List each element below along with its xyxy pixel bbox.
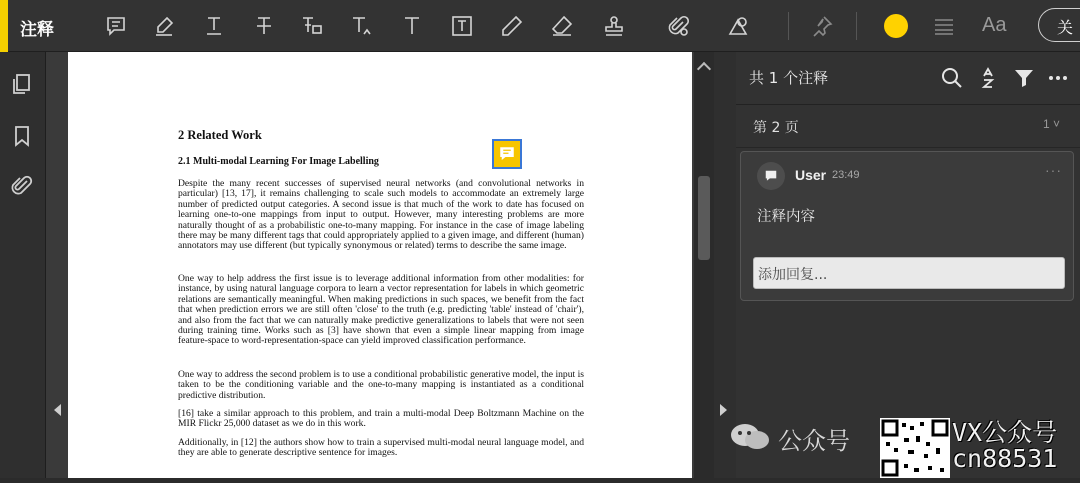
comment-text: 注释内容 bbox=[757, 209, 815, 225]
section-heading: 2 Related Work bbox=[178, 128, 262, 142]
shapes-icon[interactable] bbox=[720, 12, 756, 40]
collapse-right-arrow-icon[interactable] bbox=[720, 404, 727, 416]
comment-count: 共 1 个注释 bbox=[749, 69, 829, 87]
toolbar-title: 注释 bbox=[20, 20, 54, 40]
paragraph: [16] take a similar approach to this problem, and train a multi-modal Deep Boltzmann Machine on the MIR Flickr 25,000 dataset as we do in this work. bbox=[178, 408, 584, 430]
pdf-page bbox=[68, 52, 692, 478]
more-options-icon[interactable] bbox=[1046, 66, 1070, 90]
collapse-left-arrow-icon[interactable] bbox=[54, 404, 61, 416]
draw-icon[interactable] bbox=[498, 12, 526, 40]
highlight-icon[interactable] bbox=[150, 12, 178, 40]
paragraph: Despite the many recent successes of supervised neural networks (and convolutional networks in particular) [13, 17], it remains challenging to scale such models to accommodate an extremely large number of predicted output categories. A second issue is that much of the work to date has focused on learning one-to-one mappings from input to output. However, many interesting problems are more naturally thought of as a probabilistic one-to-many mapping. For instance in the case of image labeling there may be many different tags that could appropriately applied to a given image, and different (human) annotators may use different (but typically synonymous or related) terms to describe the same image. bbox=[178, 178, 584, 252]
subsection-heading: 2.1 Multi-modal Learning For Image Labelling bbox=[178, 156, 379, 167]
close-button[interactable]: 关 bbox=[1038, 8, 1080, 42]
watermark-line2: cn88531 bbox=[952, 444, 1058, 473]
accent-bar bbox=[0, 0, 8, 52]
left-rail bbox=[0, 52, 46, 478]
comments-panel bbox=[736, 52, 1080, 478]
strikethrough-icon[interactable] bbox=[250, 12, 278, 40]
filter-icon[interactable] bbox=[1012, 66, 1036, 90]
eraser-icon[interactable] bbox=[548, 12, 576, 40]
watermark-id bbox=[952, 420, 1057, 472]
line-weight-icon[interactable] bbox=[930, 12, 958, 40]
vertical-scrollbar[interactable] bbox=[694, 52, 714, 478]
panel-header bbox=[736, 52, 1080, 105]
color-picker[interactable] bbox=[884, 14, 908, 38]
chevron-down-icon[interactable]: 1 ˅ bbox=[1043, 117, 1061, 131]
attachment-icon[interactable] bbox=[10, 174, 34, 198]
qr-code-icon bbox=[880, 418, 950, 478]
search-icon[interactable] bbox=[940, 66, 964, 90]
annotation-toolbar bbox=[0, 0, 1080, 52]
pin-icon[interactable] bbox=[808, 12, 836, 40]
watermark bbox=[728, 418, 1080, 478]
page-group-header[interactable] bbox=[736, 105, 1080, 148]
underline-icon[interactable] bbox=[200, 12, 228, 40]
paragraph: One way to address the second problem is to use a conditional probabilistic generative model, the input is taken to be the conditioning variable and the one-to-many mapping is instantiated as a conditional predictive distribution. bbox=[178, 369, 584, 401]
wechat-logo-icon bbox=[728, 422, 772, 452]
watermark-line1: VX公众号 bbox=[952, 418, 1058, 447]
comment-icon[interactable] bbox=[102, 12, 130, 40]
toolbar-separator bbox=[788, 12, 789, 40]
comment-card[interactable] bbox=[740, 151, 1074, 301]
watermark-label: 公众号 bbox=[778, 427, 850, 455]
attach-icon[interactable] bbox=[660, 12, 696, 40]
scroll-thumb[interactable] bbox=[698, 176, 710, 260]
insert-text-icon[interactable] bbox=[348, 12, 376, 40]
paragraph: Additionally, in [12] the authors show how to train a supervised multi-modal neural language model, and they are able to generate descriptive sentence for images. bbox=[178, 437, 584, 459]
paragraph: One way to help address the first issue is to leverage additional information from other modalities: for instance, by using natural language corpora to learn a vector representation for labels in which geometric relations are semantically meaningful. When making predictions in such spaces, we benefit from the fact that when prediction errors we are still often 'close' to the truth (e.g. predicting 'table' instead of 'chair'), and also from the fact that we can naturally make predictive generalizations to labels that were not seen during training time. Works such as [3] have shown that even a simple linear mapping from image feature-space to word-representation-space can yield improved classification performance. bbox=[178, 273, 584, 347]
text-box-icon[interactable] bbox=[448, 12, 476, 40]
reply-input[interactable]: 添加回复... bbox=[753, 257, 1065, 289]
stamp-icon[interactable] bbox=[596, 12, 632, 40]
comment-avatar-icon bbox=[757, 162, 785, 190]
comment-time: 23:49 bbox=[832, 169, 860, 181]
font-size-button[interactable]: Aa bbox=[982, 14, 1007, 36]
bookmark-icon[interactable] bbox=[10, 124, 34, 148]
comment-more-icon[interactable]: ··· bbox=[1045, 162, 1062, 178]
toolbar-separator bbox=[856, 12, 857, 40]
replace-text-icon[interactable] bbox=[298, 12, 326, 40]
page-group-label: 第 2 页 bbox=[753, 120, 799, 136]
pages-icon[interactable] bbox=[10, 72, 34, 96]
sort-icon[interactable] bbox=[976, 66, 1000, 90]
sticky-note-icon[interactable] bbox=[492, 139, 522, 169]
scroll-up-icon[interactable] bbox=[697, 62, 711, 76]
add-text-icon[interactable] bbox=[398, 12, 426, 40]
comment-author: User bbox=[795, 167, 827, 183]
